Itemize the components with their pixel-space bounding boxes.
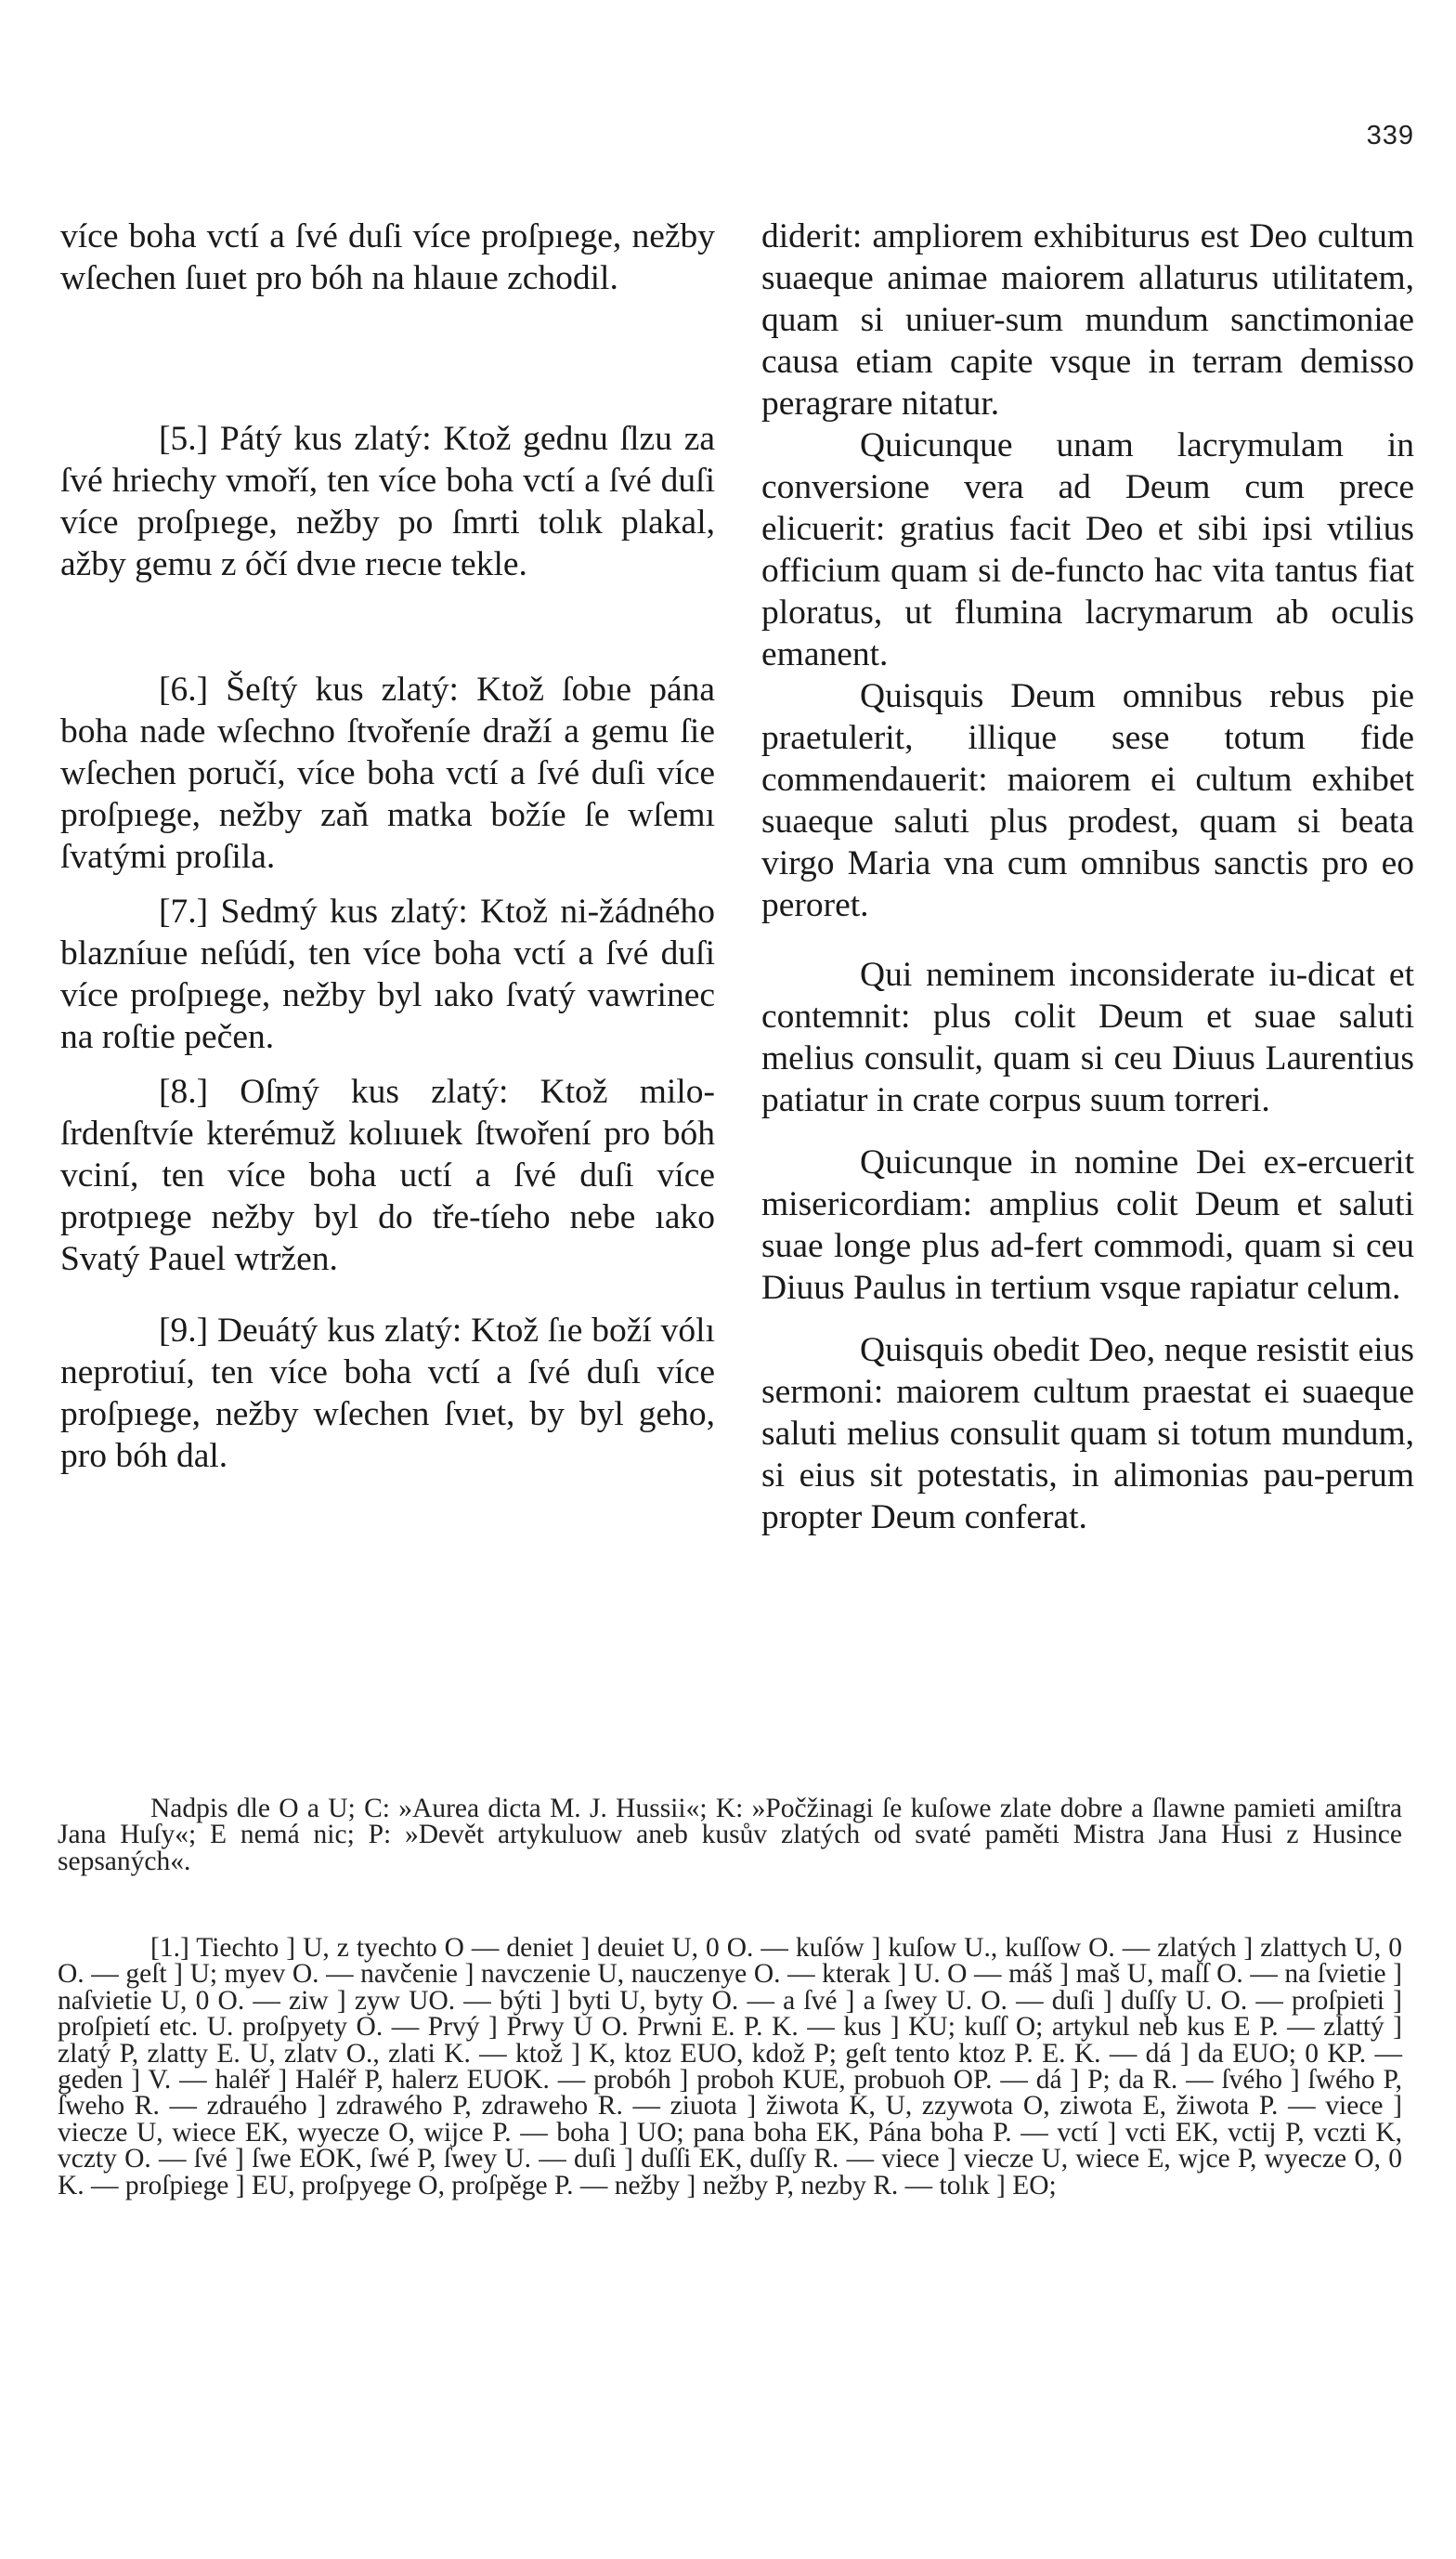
paragraph-item-9: [9.] Deuátý kus zlatý: Ktož ſıe boží vólı neprotiuí, ten více boha vctí a ſvé duſı více proſpıege, nežby wſechen ſvıet, by byl geho, pro bóh dal. <box>60 1312 715 1475</box>
latin-paragraph-item-6: Quisquis Deum omnibus rebus pie praetulerit, illique sese totum fide commendauerit: maiorem ei cultum exhibet suaeque saluti plus prodest, quam si beata virgo Maria vna cum omnibus sanctis pro eo peroret. <box>761 677 1414 924</box>
latin-paragraph-continuation: diderit: ampliorem exhibiturus est Deo cultum suaeque animae maiorem allaturus utilitatem, quam si uniuer-sum mundum sanctimoniae causa etiam capite vsque in terram demisso peragrare nitatur. <box>761 217 1414 423</box>
latin-paragraph-item-8: Quicunque in nomine Dei ex-ercuerit misericordiam: amplius colit Deum et saluti suae longe plus ad-fert commodi, quam si ceu Diuus Paulus in tertium vsque rapiatur celum. <box>761 1143 1414 1307</box>
latin-paragraph-item-9: Quisquis obedit Deo, neque resistit eius sermoni: maiorem cultum praestat ei suaeque saluti melius consulit quam si totum mundum, si eius sit potestatis, in alimonias pau-perum propter Deum conferat. <box>761 1331 1414 1536</box>
paragraph-item-8: [8.] Oſmý kus zlatý: Ktož milo-ſrdenſtvíe kterémuž kolıuıek ſtwoření pro bóh vciní, ten více boha uctí a ſvé duſi více protpıege nežby byl do tře-tíeho nebe ıako Svatý Pauel wtržen. <box>60 1073 715 1278</box>
czech-text-column <box>60 215 715 1477</box>
latin-paragraph-item-7: Qui neminem inconsiderate iu-dicat et contemnit: plus colit Deum et suae saluti melius consulit, quam si ceu Diuus Laurentius patiatur in crate corpus suum torreri. <box>761 956 1414 1119</box>
page-number: 339 <box>1366 121 1414 150</box>
paragraph-item-7: [7.] Sedmý kus zlatý: Ktož ni-žádného blazníuıe neſúdí, ten více boha vctí a ſvé duſi více proſpıege, nežby byl ıako ſvatý vawrinec na roſtie pečen. <box>60 893 715 1056</box>
latin-paragraph-item-5: Quicunque unam lacrymulam in conversione vera ad Deum cum prece elicuerit: gratius facit Deo et sibi ipsi vtilius officium quam si de-functo hac vita tantus fiat ploratus, ut flumina lacrymarum ab oculis emanent. <box>761 426 1414 673</box>
paragraph-continuation: více boha vctí a ſvé duſi více proſpıege, nežby wſechen ſuıet pro bóh na hlauıe zchodil. <box>60 217 715 297</box>
footnote-variants <box>58 1935 1402 2199</box>
footnote-variants-text: [1.] Tiechto ] U, z tyechto O — deniet ] deuiet U, 0 O. — kuſów ] kuſow U., kuſſow O. — zlatých ] zlattych U, 0 O. — geſt ] U; myev O. — navčenie ] navczenie U, nauczenye O. — kterak ] U. O — máš ] maš U, maſſ O. — na ſvietie ] naſvietie U, 0 O. — ziw ] zyw UO. — býti ] byti U, byty O. — a ſvé ] a ſwey U. O. — duſi ] duſſy U. O. — proſpieti ] proſpietí etc. U. proſpyety O. — Prvý ] Prwy U O. Prwni E. P. K. — kus ] KU; kuſſ O; artykul neb kus E P. — zlattý ] zlatý P, zlatty E. U, zlatv O., zlati K. — ktož ] K, ktoz EUO, kdož P; geſt tento ktoz P. E. K. — dá ] da EUO; 0 KP. — geden ] V. — haléř ] Haléř P, halerz EUOK. — probóh ] proboh KUE, probuoh OP. — dá ] P; da R. — ſvého ] ſwého P, ſweho R. — zdrauého ] zdrawého P, zdraweho R. — ziuota ] žiwota K, U, zzywota O, ziwota E, žiwota P. — viece ] viecze U, wiece EK, wyecze O, wijce P. — boha ] UO; pana boha EK, Pána boha P. — vctí ] vcti EK, vctij P, vczti K, vczty O. — ſvé ] ſwe EOK, ſwé P, ſwey U. — duſi ] duſſi EK, duſſy R. — viece ] viecze U, wiece E, wjce P, wyecze O, 0 K. — proſpiege ] EU, proſpyege O, proſpěge P. — nežby ] nežby P, nezby R. — tolık ] EO; <box>58 1933 1402 2200</box>
paragraph-item-5: [5.] Pátý kus zlatý: Ktož gednu ſlzu za ſvé hriechy vmoří, ten více boha vctí a ſvé duſi více proſpıege, nežby po ſmrti tolık plakal, ažby gemu z óčí dvıe rıecıe tekle. <box>60 420 715 583</box>
footnote-source <box>58 1795 1402 1874</box>
latin-text-column <box>761 215 1414 1538</box>
paragraph-item-6: [6.] Šeſtý kus zlatý: Ktož ſobıe pána boha nade wſechno ſtvořeníe draží a gemu ſie wſechen poručí, více boha vctí a ſvé duſi více proſpıege, nežby zaň matka božíe ſe wſemı ſvatými proſila. <box>60 671 715 876</box>
footnote-source-text: Nadpis dle O a U; C: »Aurea dicta M. J. Hussii«; K: »Počžinagi ſe kuſowe zlate dobre a ſlawne pamieti amiſtra Jana Huſy«; E nemá nic; P: »Devět artykuluow aneb kusův zlatých od svaté paměti Mistra Jana Husi z Husince sepsaných«. <box>58 1794 1402 1876</box>
